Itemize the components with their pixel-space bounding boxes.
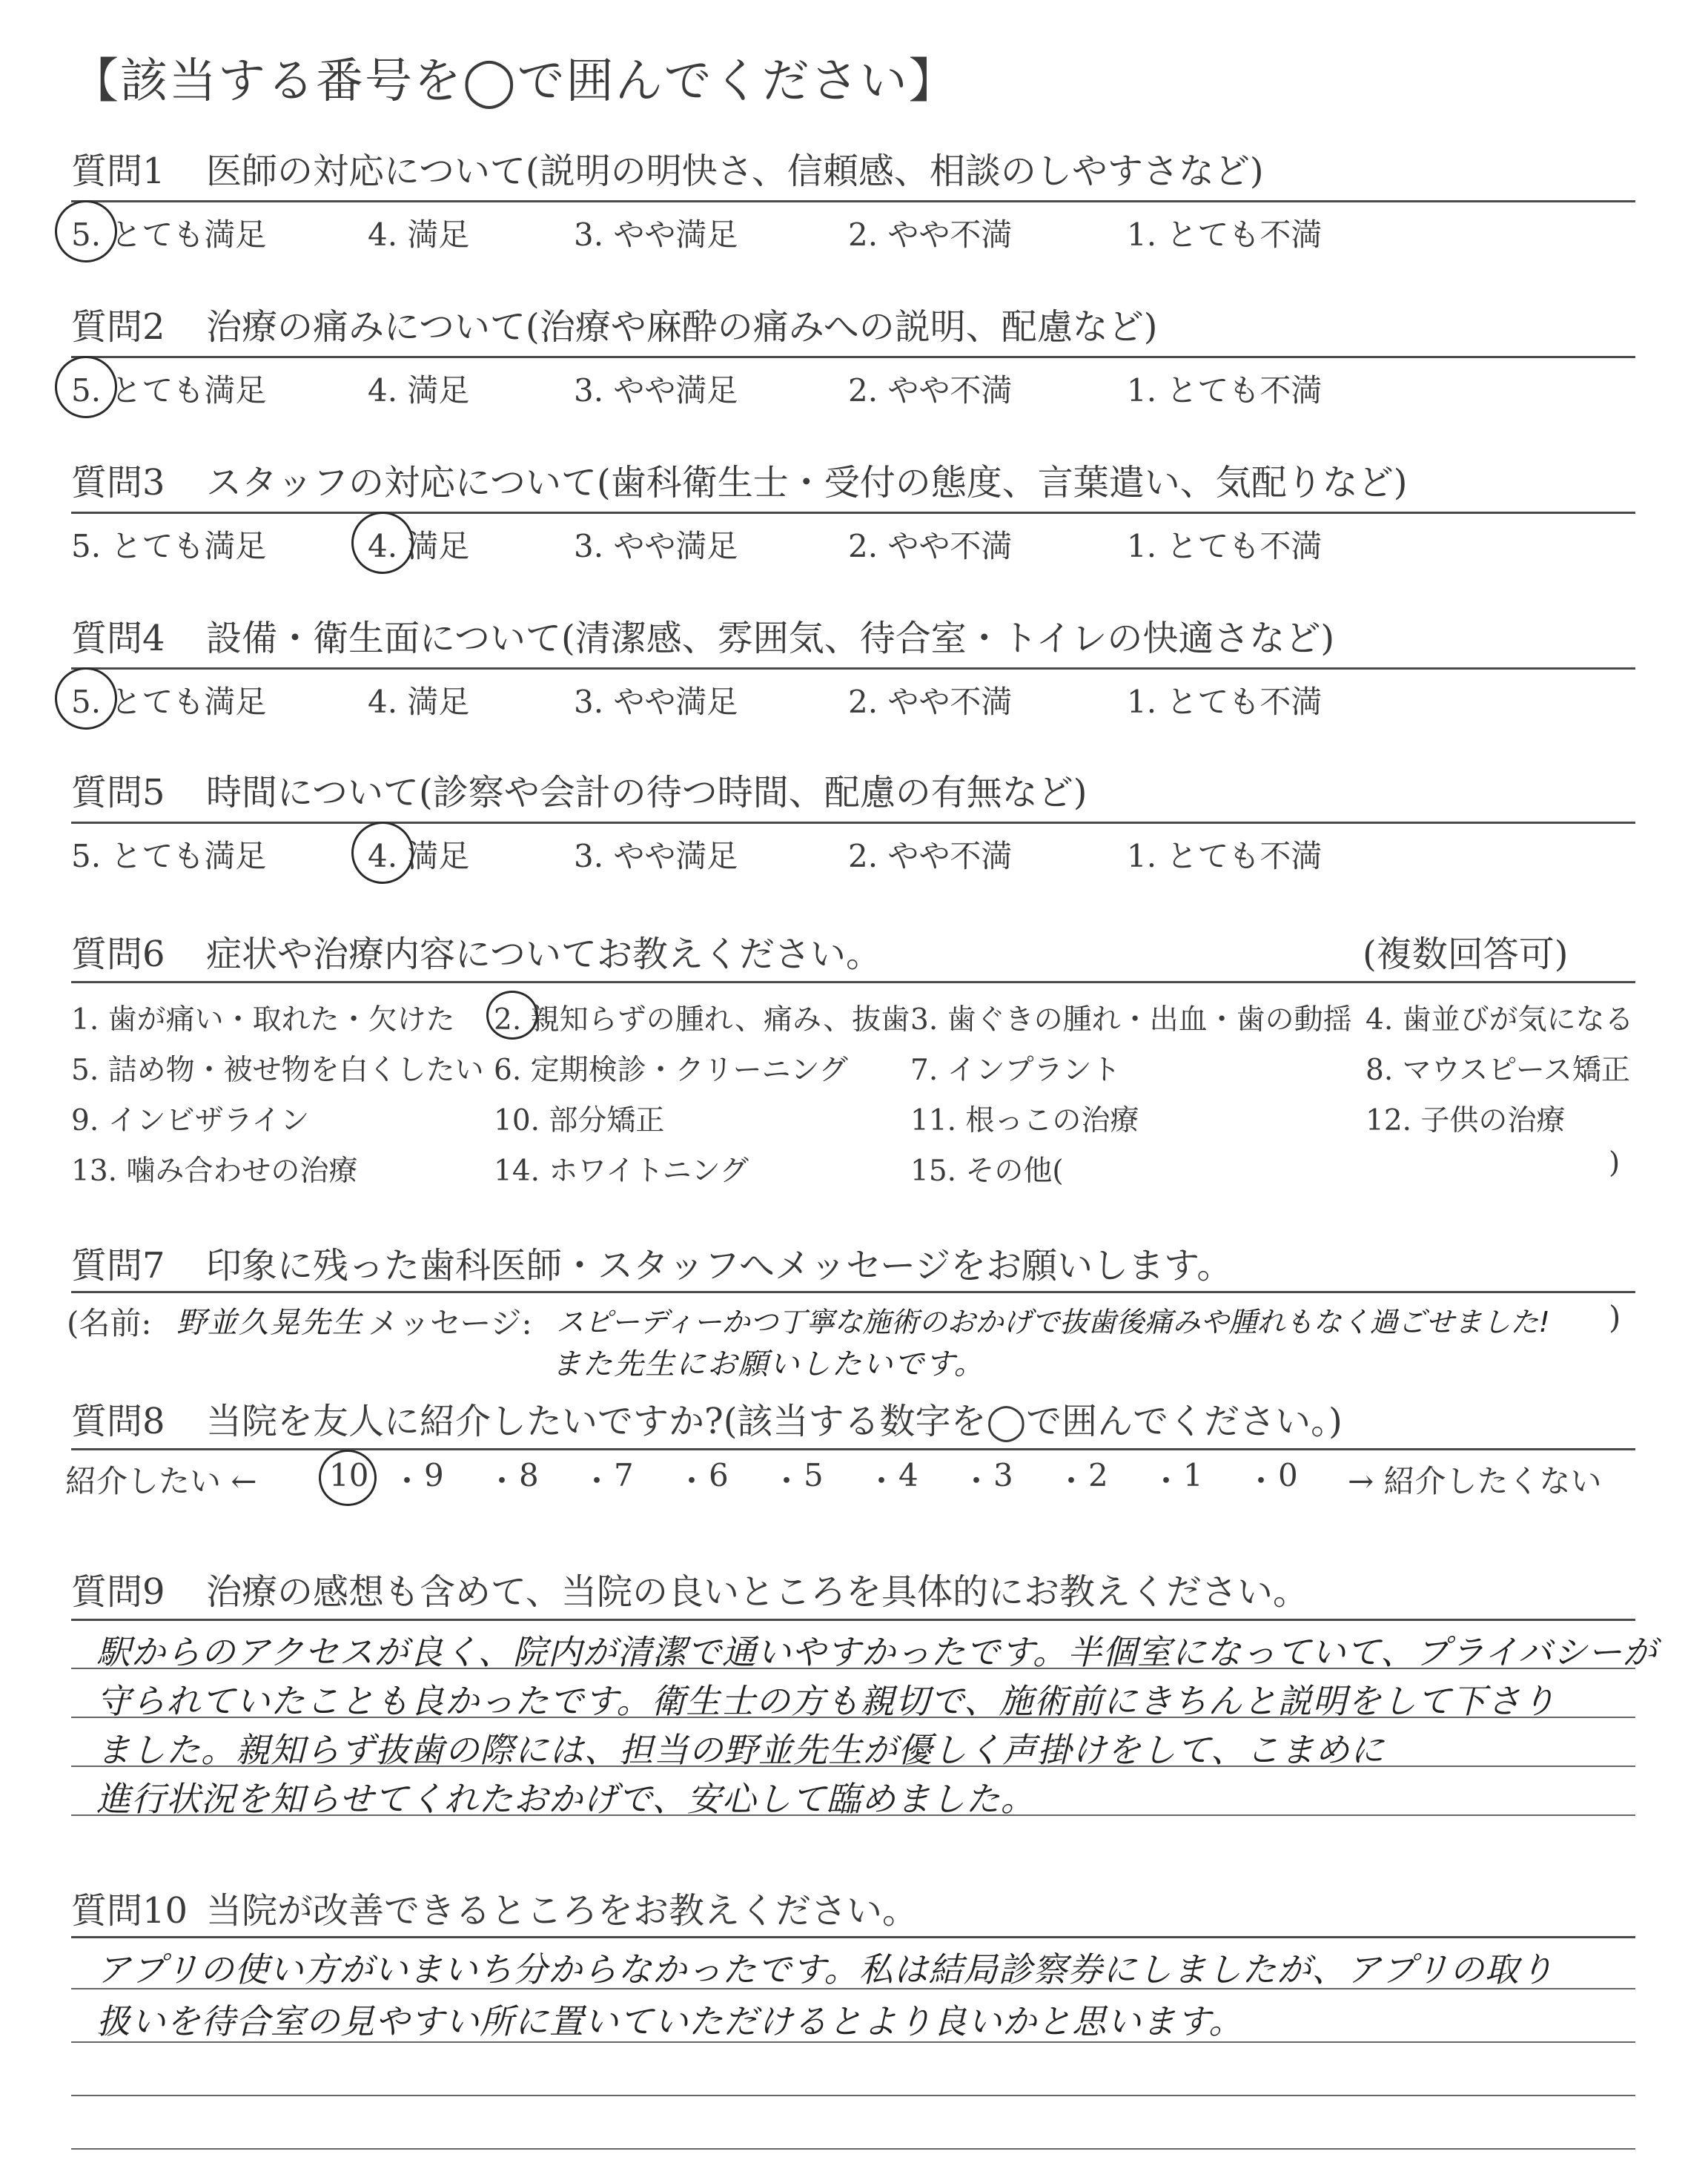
q8-scale-7[interactable]: 7 (614, 1457, 634, 1493)
q8-scale-dot: ・ (486, 1463, 518, 1499)
q7-name-value[interactable]: 野並久晃先生 (176, 1306, 363, 1340)
q5-text: 時間について(診察や会計の待つ時間、配慮の有無など) (206, 772, 1088, 813)
q6-option-3[interactable]: 3. 歯ぐきの腫れ・出血・歯の動揺 (910, 1003, 1352, 1037)
q7-close-paren: ) (1609, 1299, 1621, 1335)
q6-label: 質問6 (71, 934, 165, 975)
q3-selection-circle (351, 512, 414, 574)
q8-scale-2[interactable]: 2 (1088, 1457, 1108, 1493)
q3-option-3[interactable]: 3. やや満足 (574, 528, 738, 564)
q8-scale-5[interactable]: 5 (804, 1457, 824, 1493)
q1-label: 質問1 (71, 151, 165, 192)
q8-scale-1[interactable]: 1 (1183, 1457, 1203, 1493)
q6-selection-circle (486, 991, 538, 1040)
q3-option-2[interactable]: 2. やや不満 (848, 528, 1013, 564)
q2-selection-circle (55, 356, 117, 418)
q8-scale-dot: ・ (391, 1463, 423, 1499)
q8-scale-dot: ・ (1151, 1463, 1182, 1499)
q6-option-8[interactable]: 8. マウスピース矯正 (1366, 1054, 1630, 1087)
q4-selection-circle (55, 667, 117, 730)
q1-option-1[interactable]: 1. とても不満 (1127, 217, 1323, 253)
q9-answer-line-1[interactable]: 駅からのアクセスが良く、院内が清潔で通いやすかったです。半個室になっていて、プライバシーが (96, 1632, 1658, 1672)
q6-option-14[interactable]: 14. ホワイトニング (494, 1155, 749, 1188)
q6-option-4[interactable]: 4. 歯並びが気になる (1366, 1003, 1634, 1037)
q8-scale-dot: ・ (581, 1463, 613, 1499)
q6-option-6[interactable]: 6. 定期検診・クリーニング (494, 1054, 848, 1087)
q4-option-3[interactable]: 3. やや満足 (574, 684, 738, 720)
q3-option-1[interactable]: 1. とても不満 (1127, 528, 1323, 564)
q8-left-label: 紹介したい ← (65, 1463, 257, 1499)
q6-option-9[interactable]: 9. インビザライン (71, 1104, 310, 1137)
q3-text: スタッフの対応について(歯科衛生士・受付の態度、言葉遣い、気配りなど) (206, 462, 1408, 503)
q5-option-4[interactable]: 4. 満足 (368, 838, 470, 874)
q5-option-5[interactable]: 5. とても満足 (71, 838, 267, 874)
q7-label: 質問7 (71, 1245, 165, 1287)
q7-rule (71, 1291, 1635, 1293)
q5-option-1[interactable]: 1. とても不満 (1127, 838, 1323, 874)
q6-option-13[interactable]: 13. 噛み合わせの治療 (71, 1155, 358, 1188)
q3-label: 質問3 (71, 462, 165, 503)
q8-scale-6[interactable]: 6 (709, 1457, 729, 1493)
q10-answer-line-2[interactable]: 扱いを待合室の見やすい所に置いていただけるとより良いかと思います。 (96, 2001, 1244, 2041)
q2-option-1[interactable]: 1. とても不満 (1127, 372, 1323, 409)
q9-label: 質問9 (71, 1571, 165, 1613)
q8-scale-0[interactable]: 0 (1278, 1457, 1298, 1493)
q10-rule-top (71, 1936, 1635, 1938)
q4-rule (71, 667, 1635, 670)
q4-option-4[interactable]: 4. 満足 (368, 684, 470, 720)
q8-scale-10[interactable]: 10 (329, 1457, 369, 1493)
q10-text: 当院が改善できるところをお教えください。 (206, 1890, 918, 1932)
q10-label: 質問10 (71, 1890, 188, 1932)
q6-rule (71, 981, 1635, 983)
q6-option-11[interactable]: 11. 根っこの治療 (910, 1104, 1139, 1137)
q2-option-3[interactable]: 3. やや満足 (574, 372, 738, 409)
q8-rule (71, 1448, 1635, 1450)
q1-rule (71, 200, 1635, 202)
q1-option-2[interactable]: 2. やや不満 (848, 217, 1013, 253)
q6-option-5[interactable]: 5. 詰め物・被せ物を白くしたい (71, 1054, 484, 1087)
q9-answer-line-4[interactable]: 進行状況を知らせてくれたおかげで、安心して臨めました。 (96, 1779, 1036, 1819)
q2-label: 質問2 (71, 306, 165, 348)
q9-rule-top (71, 1619, 1635, 1621)
q7-name-prefix: (名前: (67, 1305, 152, 1341)
q7-message-prefix: メッセージ: (368, 1305, 532, 1341)
q6-note: (複数回答可) (1363, 934, 1569, 975)
q6-text: 症状や治療内容についてお教えください。 (206, 934, 882, 975)
q8-selection-circle (319, 1450, 377, 1506)
q1-text: 医師の対応について(説明の明快さ、信頼感、相談のしやすさなど) (206, 151, 1264, 192)
q4-text: 設備・衛生面について(清潔感、雰囲気、待合室・トイレの快適さなど) (206, 618, 1335, 659)
q10-writing-line-4 (71, 2148, 1635, 2150)
q2-option-4[interactable]: 4. 満足 (368, 372, 470, 409)
q6-option-12[interactable]: 12. 子供の治療 (1366, 1104, 1566, 1137)
q2-option-5[interactable]: 5. とても満足 (71, 372, 267, 409)
q8-scale-dot: ・ (771, 1463, 803, 1499)
q1-option-3[interactable]: 3. やや満足 (574, 217, 738, 253)
q6-option-10[interactable]: 10. 部分矯正 (494, 1104, 665, 1137)
q2-text: 治療の痛みについて(治療や麻酔の痛みへの説明、配慮など) (206, 306, 1158, 348)
q6-close-paren: ) (1609, 1146, 1621, 1180)
q9-answer-line-3[interactable]: ました。親知らず抜歯の際には、担当の野並先生が優しく声掛けをして、こまめに (96, 1730, 1386, 1770)
q8-scale-dot: ・ (676, 1463, 708, 1499)
q9-answer-line-2[interactable]: 守られていたことも良かったです。衛生士の方も親切で、施術前にきちんと説明をして下さり (96, 1681, 1557, 1721)
q8-scale-3[interactable]: 3 (993, 1457, 1013, 1493)
q3-option-4[interactable]: 4. 満足 (368, 528, 470, 564)
q6-option-2[interactable]: 2. 親知らずの腫れ、痛み、抜歯 (494, 1003, 910, 1037)
q5-option-3[interactable]: 3. やや満足 (574, 838, 738, 874)
q2-rule (71, 356, 1635, 358)
q4-label: 質問4 (71, 618, 165, 659)
q1-option-4[interactable]: 4. 満足 (368, 217, 470, 253)
q6-option-15[interactable]: 15. その他( (910, 1155, 1064, 1188)
q3-rule (71, 512, 1635, 514)
q8-scale-dot: ・ (1245, 1463, 1277, 1499)
q5-label: 質問5 (71, 772, 165, 813)
q5-selection-circle (351, 822, 414, 884)
q5-rule (71, 822, 1635, 824)
q8-right-label: → 紹介したくない (1348, 1463, 1602, 1499)
q8-scale-dot: ・ (866, 1463, 898, 1499)
q8-scale-dot: ・ (1056, 1463, 1088, 1499)
q8-scale-8[interactable]: 8 (519, 1457, 539, 1493)
q6-option-7[interactable]: 7. インプラント (910, 1054, 1121, 1087)
q8-scale-4[interactable]: 4 (898, 1457, 918, 1493)
q2-option-2[interactable]: 2. やや不満 (848, 372, 1013, 409)
q8-text: 当院を友人に紹介したいですか?(該当する数字を◯で囲んでください。) (206, 1401, 1343, 1442)
q4-option-2[interactable]: 2. やや不満 (848, 684, 1013, 720)
q8-label: 質問8 (71, 1401, 165, 1442)
q1-option-5[interactable]: 5. とても満足 (71, 217, 267, 253)
q10-answer-line-1[interactable]: アプリの使い方がいまいち分からなかったです。私は結局診察券にしましたが、アプリの取り (96, 1949, 1555, 1989)
q7-text: 印象に残った歯科医師・スタッフへメッセージをお願いします。 (206, 1245, 1233, 1287)
q3-option-5[interactable]: 5. とても満足 (71, 528, 267, 564)
q4-option-1[interactable]: 1. とても不満 (1127, 684, 1323, 720)
q4-option-5[interactable]: 5. とても満足 (71, 684, 267, 720)
q5-option-2[interactable]: 2. やや不満 (848, 838, 1013, 874)
q8-scale-9[interactable]: 9 (424, 1457, 444, 1493)
q1-selection-circle (55, 200, 117, 262)
q8-scale-dot: ・ (961, 1463, 993, 1499)
q10-writing-line-3 (71, 2095, 1635, 2096)
q7-message-line2[interactable]: また先生にお願いしたいです。 (552, 1347, 985, 1381)
q6-option-1[interactable]: 1. 歯が痛い・取れた・欠けた (71, 1003, 455, 1037)
q9-text: 治療の感想も含めて、当院の良いところを具体的にお教えください。 (206, 1571, 1309, 1613)
q7-message-line1[interactable]: スピーディーかつ丁寧な施術のおかげで抜歯後痛みや腫れもなく過ごせました! (556, 1306, 1550, 1338)
form-title: 【該当する番号を◯で囲んでください】 (71, 54, 958, 109)
